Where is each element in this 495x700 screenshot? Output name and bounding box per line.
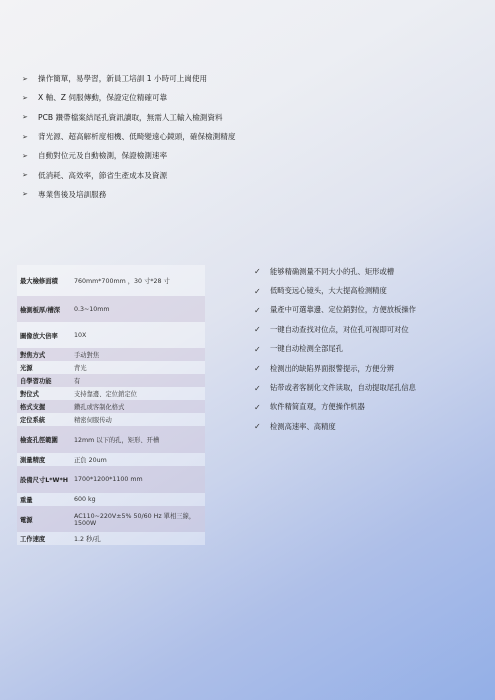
spec-key: 重量 (17, 493, 71, 506)
spec-key: 光源 (17, 361, 71, 374)
checkmark-icon: ✓ (254, 422, 261, 432)
spec-row (17, 466, 205, 493)
check-item (254, 262, 484, 281)
check-text: 钻带或者客制化文件读取，自动提取尾孔信息 (270, 383, 416, 393)
checkmark-icon: ✓ (254, 402, 261, 412)
spec-row (17, 265, 205, 296)
spec-key: 測量精度 (17, 453, 71, 466)
arrow-bullet-icon: ➢ (22, 113, 28, 122)
spec-value: 10X (71, 322, 205, 348)
arrow-bullet-icon: ➢ (22, 190, 28, 199)
check-item (254, 378, 484, 397)
spec-value: 0.3~10mm (71, 296, 205, 322)
check-text: 检测出的缺陷界面报警提示，方便分辨 (270, 363, 395, 373)
feature-text: 低消耗、高效率，節省生產成本及資源 (38, 170, 168, 180)
checkmark-icon: ✓ (254, 344, 261, 354)
checkmark-icon: ✓ (254, 364, 261, 374)
spec-row (17, 426, 205, 453)
spec-value: 1700*1200*1100 mm (71, 466, 205, 493)
spec-row (17, 413, 205, 426)
spec-row (17, 322, 205, 348)
feature-text: 背光源、超高解析度相機、低畸變遠心鏡頭，確保檢測精度 (38, 132, 236, 142)
spec-row (17, 493, 205, 506)
spec-row (17, 296, 205, 322)
feature-item (22, 165, 462, 184)
feature-item (22, 146, 462, 165)
check-text: 一键自动检测全部尾孔 (270, 344, 343, 354)
spec-value: 背光 (71, 361, 205, 374)
checkmark-icon: ✓ (254, 325, 261, 335)
check-item (254, 320, 484, 339)
spec-key: 工作速度 (17, 532, 71, 545)
check-text: 量產中可選靠邊、定位銷對位，方便放板操作 (270, 305, 416, 315)
spec-table (17, 265, 205, 545)
spec-value: 12mm 以下的孔，矩形、开槽 (71, 426, 205, 453)
check-item (254, 281, 484, 300)
check-item (254, 398, 484, 417)
check-item (254, 359, 484, 378)
spec-key: 對位式 (17, 387, 71, 400)
spec-value: 精密伺服传动 (71, 413, 205, 426)
check-text: 软件精简直观，方便操作机器 (270, 402, 365, 412)
spec-value: 支持靠邊、定位銷定位 (71, 387, 205, 400)
spec-key: 檢查孔徑範圍 (17, 426, 71, 453)
spec-value: AC110~220V±5% 50/60 Hz 單相三線，1500W (71, 506, 205, 532)
spec-value: 600 kg (71, 493, 205, 506)
check-item (254, 301, 484, 320)
spec-value: 760mm*700mm ，30 寸*28 寸 (71, 265, 205, 296)
feature-text: PCB 鑽帶檔案結尾孔資訊讀取，無需人工輸入檢測資料 (38, 112, 223, 122)
checkmark-icon: ✓ (254, 305, 261, 315)
spec-key: 格式支握 (17, 400, 71, 413)
checkmark-icon: ✓ (254, 267, 261, 277)
check-list (254, 262, 484, 437)
checkmark-icon: ✓ (254, 383, 261, 393)
arrow-bullet-icon: ➢ (22, 132, 28, 141)
spec-row (17, 348, 205, 361)
spec-value: 1.2 秒/孔 (71, 532, 205, 545)
spec-key: 最大檢修面積 (17, 265, 71, 296)
spec-key: 圖像放大倍率 (17, 322, 71, 348)
check-text: 一键自动查找对位点，对位孔可视即可对位 (270, 324, 409, 334)
spec-row (17, 387, 205, 400)
check-item (254, 417, 484, 436)
spec-key: 設備尺寸L*W*H (17, 466, 71, 493)
feature-text: 專業售後及培訓服務 (38, 189, 107, 199)
feature-text: X 軸、Z 伺服傳動，保證定位精確可靠 (38, 93, 168, 103)
spec-key: 對焦方式 (17, 348, 71, 361)
spec-value: 手动對焦 (71, 348, 205, 361)
spec-value: 正負 20um (71, 453, 205, 466)
check-text: 低畸变远心镜头，大大提高检测精度 (270, 286, 387, 296)
check-item (254, 340, 484, 359)
spec-value: 有 (71, 374, 205, 387)
spec-value: 鑽孔或客制化格式 (71, 400, 205, 413)
arrow-bullet-icon: ➢ (22, 93, 28, 102)
checkmark-icon: ✓ (254, 286, 261, 296)
feature-item (22, 88, 462, 107)
spec-row (17, 400, 205, 413)
spec-row (17, 361, 205, 374)
feature-text: 操作簡單，易學習，新員工培訓 1 小時可上崗使用 (38, 74, 208, 84)
spec-row (17, 506, 205, 532)
check-text: 检测高速率、高精度 (270, 421, 336, 431)
feature-item (22, 108, 462, 127)
feature-item (22, 69, 462, 88)
spec-row (17, 374, 205, 387)
spec-row (17, 453, 205, 466)
spec-key: 定位系統 (17, 413, 71, 426)
arrow-bullet-icon: ➢ (22, 74, 28, 83)
spec-row (17, 532, 205, 545)
feature-list (22, 69, 462, 204)
spec-key: 自學習功能 (17, 374, 71, 387)
spec-key: 檢測板厚/槽深 (17, 296, 71, 322)
check-text: 能够精确测量不同大小的孔、矩形或槽 (270, 266, 395, 276)
feature-text: 自動對位元及自動檢測，保證檢測速率 (38, 151, 168, 161)
arrow-bullet-icon: ➢ (22, 151, 28, 160)
arrow-bullet-icon: ➢ (22, 171, 28, 180)
feature-item (22, 127, 462, 146)
feature-item (22, 185, 462, 204)
spec-key: 電源 (17, 506, 71, 532)
